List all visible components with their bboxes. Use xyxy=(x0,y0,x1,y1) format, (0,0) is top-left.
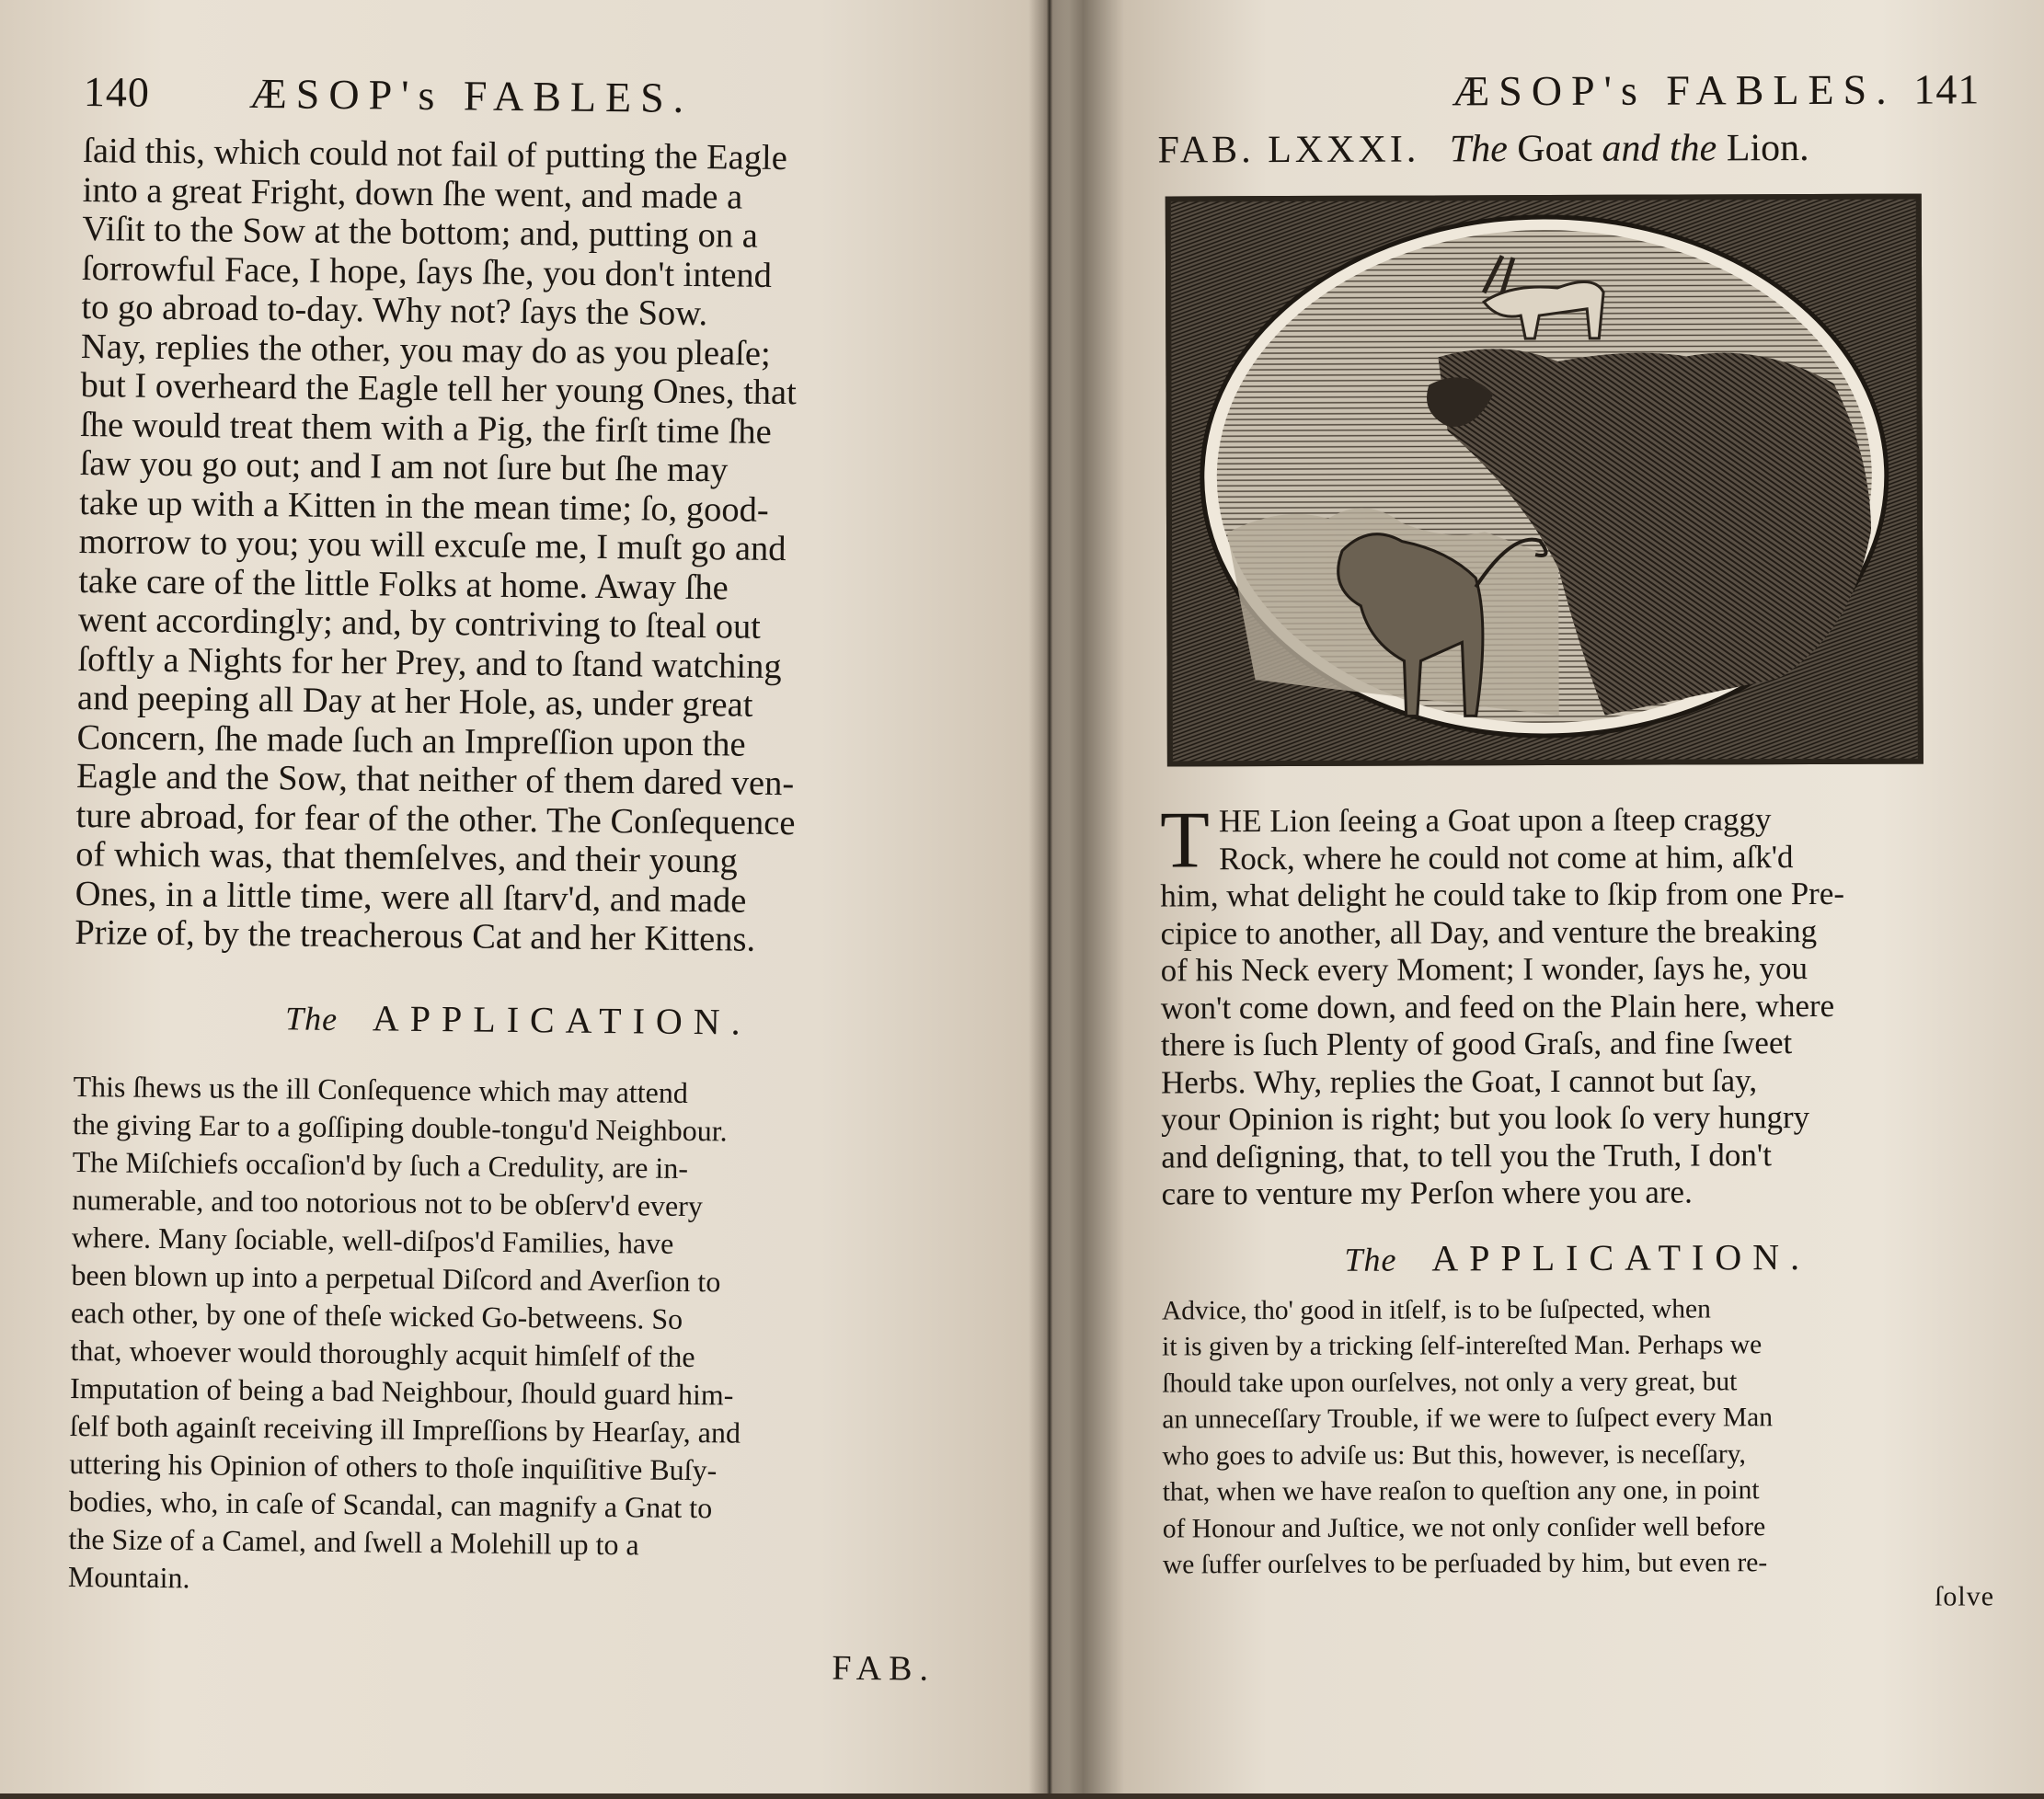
catchword-left: FAB. xyxy=(832,1648,936,1689)
woodcut-illustration xyxy=(1166,194,1923,767)
application-heading-right xyxy=(1162,1234,1993,1280)
running-head-right xyxy=(1157,64,1989,124)
application-heading-left xyxy=(74,992,962,1045)
drop-capital: T xyxy=(1160,796,1211,886)
fable-title-the: The xyxy=(1449,128,1508,171)
running-head-title-left: ÆSOP's FABLES. xyxy=(248,69,694,121)
application-heading-label-left: APPLICATION. xyxy=(372,996,752,1043)
application-heading-the-right: The xyxy=(1344,1241,1397,1278)
application-heading-the-left: The xyxy=(284,999,339,1037)
fable-title xyxy=(1157,125,1989,172)
fable-title-goat: Goat xyxy=(1517,127,1593,171)
fable-number: FAB. LXXXI. xyxy=(1157,128,1420,172)
running-head-title-right: ÆSOP's FABLES. xyxy=(1452,65,1896,115)
fable-text-block xyxy=(1160,796,1993,1213)
right-page xyxy=(1058,0,2044,1795)
page-number-right: 141 xyxy=(1913,65,1981,113)
fable-title-lion: Lion. xyxy=(1726,127,1809,170)
application-text-left: This ſhews us the ill Conſequence which may attend the giving Ear to a goſſiping double-tongu'd Neighbour. The Miſchiefs occaſion'd by ſuch a Credulity, are in- numerable, and too notorious not to be obſerv'd every where. Many ſociable, well-diſpos'd Families, have been blown up into a perpetual Diſcord and Averſion to each other, by one of theſe wicked Go-betweens. So that, whoever would thoroughly acquit himſelf of the Imputation of being a bad Neighbour, ſhould guard him- ſelf both againſt receiving ill Impreſſions by Hearſay, and uttering his Opinion of others to thoſe inquiſitive Buſy- bodies, who, in caſe of Scandal, can magnify a Gnat to the Size of a Camel, and ſwell a Molehill up to a Mountain. xyxy=(67,1069,741,1594)
fable-text: HE Lion ſeeing a Goat upon a ſteep craggy Rock, where he could not come at him, aſk'd him, what delight he could take to ſkip from one Pre- cipice to another, all Day, and venture the breaking of his Neck every Moment; I wonder, ſays he, you won't come down, and feed on the Plain here, where there is ſuch Plenty of good Graſs, and fine ſweet Herbs. Why, replies the Goat, I cannot but ſay, your Opinion is right; but you look ſo very hungry and deſigning, that, to tell you the Truth, I don't care to venture my Perſon where you are. xyxy=(1160,801,1845,1212)
application-heading-label-right: APPLICATION. xyxy=(1431,1235,1811,1278)
fable-body-continued: ſaid this, which could not fail of putting the Eagle into a great Fright, down ſhe went, and made a Viſit to the Sow at the bottom; and, putting on a ſorrowful Face, I hope, ſays ſhe, you don't intend to go abroad to-day. Why not? ſays the Sow. Nay, replies the other, you may do as you pleaſe; but I overheard the Eagle tell her young Ones, that ſhe would treat them with a Pig, the firſt time ſhe ſaw you go out; and I am not ſure but ſhe may take up with a Kitten in the mean time; ſo, good- morrow to you; you will excuſe me, I muſt go and take care of the little Folks at home. Away ſhe went accordingly; and, by contriving to ſteal out ſoftly a Nights for her Prey, and to ſtand watching and peeping all Day at her Hole, as, under great Concern, ſhe made ſuch an Impreſſion upon the Eagle and the Sow, that neither of them dared ven- ture abroad, for fear of the other. The Conſequence of which was, that themſelves, and their young Ones, in a little time, were all ſtarv'd, and made Prize of, by the treacherous Cat and her Kittens. xyxy=(75,132,798,959)
fable-title-and-the: and the xyxy=(1602,127,1717,170)
application-text-right: Advice, tho' good in itſelf, is to be ſuſpected, when it is given by a tricking ſelf-intereſted Man. Perhaps we ſhould take upon ourſelves, not only a very great, but an unneceſſary Trouble, if we were to ſuſpect every Man who goes to adviſe us: But this, however, is neceſſary, that, when we have reaſon to queſtion any one, in point of Honour and Juſtice, we not only conſider well before we ſuffer ourſelves to be perſuaded by him, but even re- xyxy=(1161,1293,1773,1580)
goat-and-lion-engraving xyxy=(1171,200,1918,762)
running-head-left xyxy=(84,67,973,133)
catchword-right: ſolve xyxy=(1935,1580,1995,1612)
page-number-left: 140 xyxy=(83,68,151,116)
